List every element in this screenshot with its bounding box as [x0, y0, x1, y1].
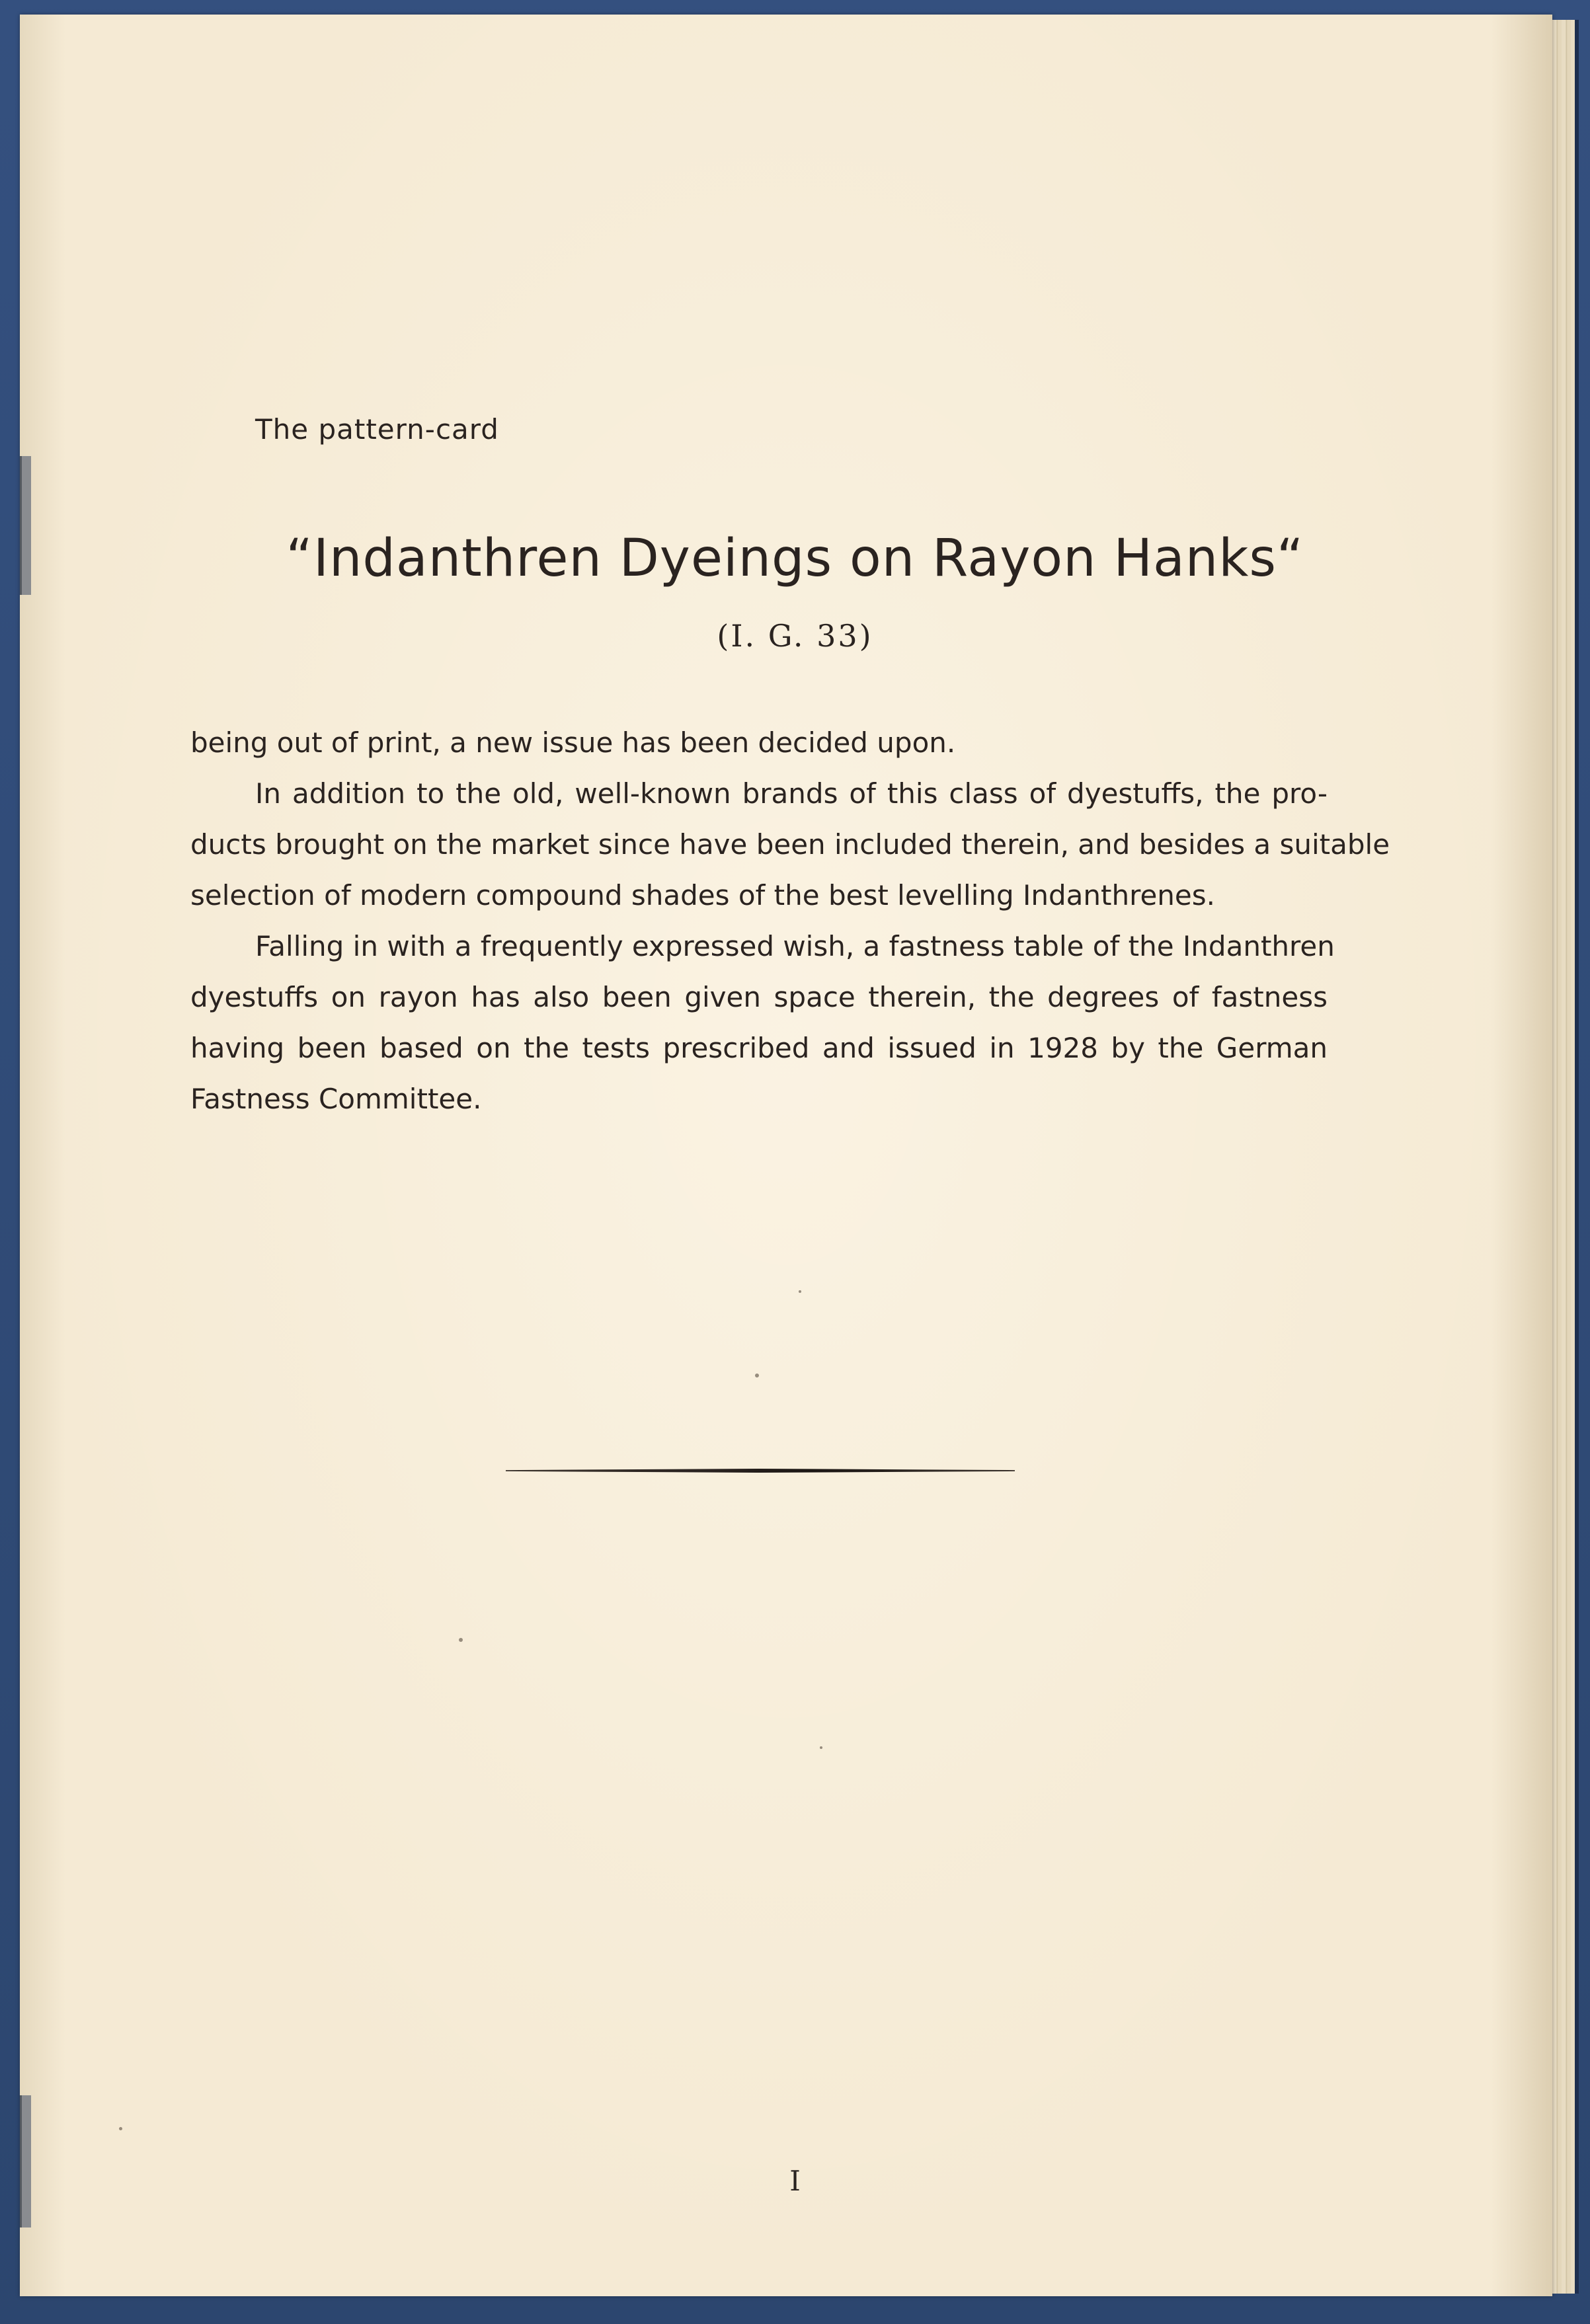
body-line: dyestuffs on rayon has also been given space therein, the degrees of fastness — [190, 981, 1328, 1013]
document-title: “Indanthren Dyeings on Rayon Hanks“ — [286, 529, 1304, 588]
paper-speck — [755, 1374, 759, 1377]
paper-speck — [119, 2127, 122, 2130]
intro-text: The pattern-card — [255, 413, 499, 445]
body-line: Falling in with a frequently expressed wish, a fastness table of the Indanthren — [255, 930, 1335, 962]
body-line: being out of print, a new issue has been decided upon. — [190, 726, 956, 759]
body-text — [190, 717, 1390, 1124]
paper-speck — [799, 1290, 801, 1293]
paper-speck — [820, 1746, 822, 1749]
body-line: having been based on the tests prescribed and issued in 1928 by the German — [190, 1032, 1328, 1064]
document-page — [20, 15, 1552, 2296]
page-number: I — [789, 2165, 801, 2197]
body-line: Fastness Committee. — [190, 1083, 482, 1115]
binding-stitch-bottom — [20, 2095, 31, 2227]
body-line: In addition to the old, well-known brands of this class of dyestuffs, the pro- — [255, 777, 1328, 810]
paper-speck — [459, 1638, 463, 1642]
body-line: selection of modern compound shades of the best levelling Indanthrenes. — [190, 879, 1215, 911]
body-line: ducts brought on the market since have been included therein, and besides a suitable — [190, 828, 1390, 861]
document-subtitle: (I. G. 33) — [717, 618, 873, 654]
